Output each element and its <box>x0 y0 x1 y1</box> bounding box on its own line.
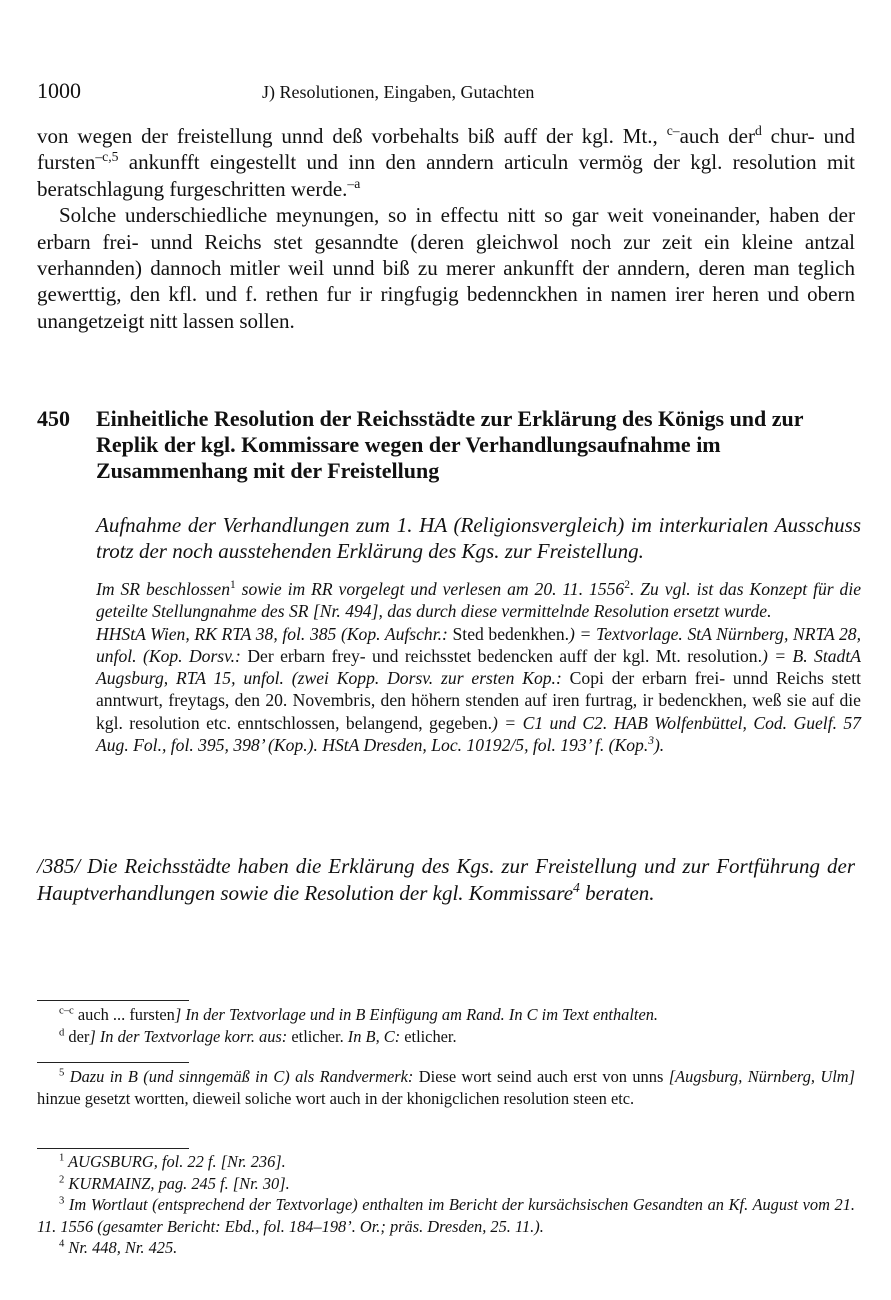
variant-footnotes <box>37 1004 855 1047</box>
footnote-variant: $^d$ der] In der Textvorlage korr. aus: etlicher. In B, C: etlicher. <box>59 1026 457 1046</box>
footnote-2: $^2$ KURMAINZ, pag. 245 f. [Nr. 30]. <box>59 1173 290 1193</box>
footnote-variant: $^{c-c}$ auch ... fursten] In der Textvorlage und in B Einfügung am Rand. In C im Text enthalten. <box>59 1005 659 1024</box>
numbered-footnotes <box>37 1151 855 1259</box>
page-number: 1000 <box>37 78 81 103</box>
paragraph-1: von wegen der freistellung unnd deß vorbehalts biß auff der kgl. Mt., $^{c-}$auch der$^d$ chur- und fursten$^{-c,5}$ ankunfft eingestellt und inn den anndern articuln vermög der kgl. resolution mit beratschlagung furgeschritten werde.$^{-a}$ <box>37 123 855 201</box>
preamble: /385/ Die Reichsstädte haben die Erklärung des Kgs. zur Freistellung und zur Fortführung der Hauptverhandlungen sowie die Resolution der kgl. Kommissare$^4$ beraten. <box>37 854 855 905</box>
document-title: Einheitliche Resolution der Reichsstädte zur Erklärung des Königs und zur Replik der kgl. Kommissare wegen der Verhandlungsaufnahme im Zusammenhang mit der Freistellung <box>96 406 804 483</box>
source-apparatus: Im SR beschlossen$^1$ sowie im RR vorgelegt und verlesen am 20. 11. 1556$^2$. Zu vgl. ist das Konzept für die geteilte Stellungnahme des SR [Nr. 494], das durch diese vermittelnde Resolution ersetzt wurde. HHStA Wien, RK RTA 38, fol. 385 (Kop. Aufschr.: Sted bedenkhen.) = Textvorlage. StA Nürnberg, NRTA 28, unfol. (Kop. Dorsv.: Der erbarn frey- und reichsstet bedencken auff der kgl. Mt. resolution.) = B. StadtA Augsburg, RTA 15, unfol. (zwei Kopp. Dorsv. zur ersten Kop.: Copi der erbarn frei- unnd Reichs stett anntwurt, freytags, den 20. Novembris, den höhern stenden auf iren furtrag, ir bedenckhen, weß sie auf die kgl. resolution etc. enntschlossen, belangend, gegeben.) = C1 und C2. HAB Wolfenbüttel, Cod. Guelf. 57 Aug. Fol., fol. 395, 398’ (Kop.). HStA Dresden, Loc. 10192/5, fol. 193’ f. (Kop.$^3$). <box>96 579 862 756</box>
footnote-commentary: $^5$ Dazu in B (und sinngemäß in C) als Randvermerk: Diese wort seind auch erst von unns [Augsburg, Nürnberg, Ulm] hinzue gesetzt wortten, dieweil soliche wort auch in der khonigclichen resolution steen etc. <box>37 1067 855 1108</box>
footnote-3: $^3$ Im Wortlaut (entsprechend der Textvorlage) enthalten im Bericht der kursächsischen Gesandten an Kf. August vom 21. 11. 1556 (gesamter Bericht: Ebd., fol. 184–198’. Or.; präs. Dresden, 25. 11.). <box>37 1195 855 1236</box>
commentary-footnote <box>37 1066 855 1109</box>
document-summary: Aufnahme der Verhandlungen zum 1. HA (Religionsvergleich) im interkurialen Ausschuss trotz der noch ausstehenden Erklärung des Kgs. zur Freistellung. <box>96 513 861 563</box>
running-head: J) Resolutionen, Eingaben, Gutachten <box>262 82 535 102</box>
footnote-1: $^1$ AUGSBURG, fol. 22 f. [Nr. 236]. <box>59 1152 286 1171</box>
document-number: 450 <box>37 406 70 431</box>
footnote-4: $^4$ Nr. 448, Nr. 425. <box>59 1238 178 1257</box>
footnote-rule <box>37 1000 189 1001</box>
footnote-rule <box>37 1148 189 1149</box>
paragraph-2: Solche underschiedliche meynungen, so in effectu nitt so gar weit voneinander, haben der erbarn frei- unnd Reichs stet gesanndte (deren gleichwol noch zur zeit ein kleine antzal verhannden) dannoch mitler weil unnd biß zu merer ankunfft der anndern, deren man teglich gewerttig, den kfl. und f. rethen fur ir ringfugig bedennckhen in namen irer heren und obern unangetzeigt nitt lassen sollen. <box>37 203 855 333</box>
continued-text <box>37 123 855 334</box>
footnote-rule <box>37 1062 189 1063</box>
